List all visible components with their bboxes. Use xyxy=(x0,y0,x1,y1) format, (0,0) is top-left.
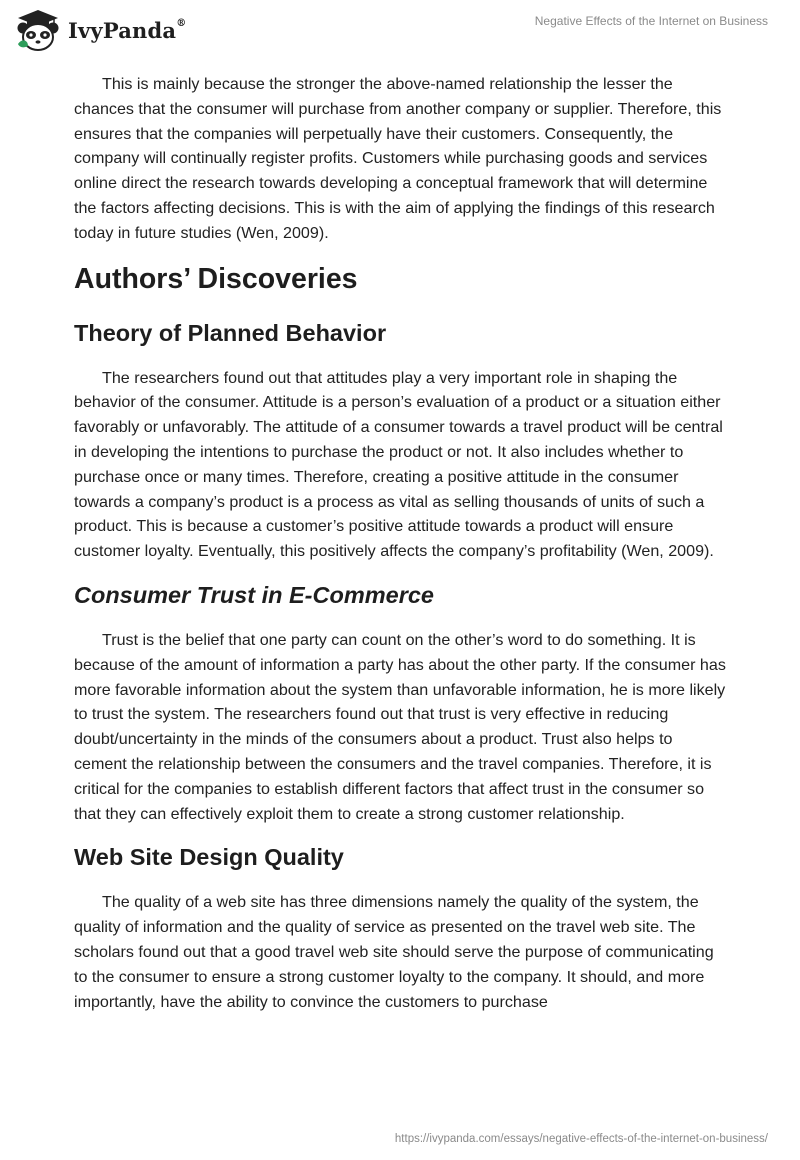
document-title: Negative Effects of the Internet on Business xyxy=(534,14,768,28)
brand-logo[interactable] xyxy=(14,8,186,52)
article-body xyxy=(74,72,728,1030)
panda-graduate-icon xyxy=(14,8,62,52)
intro-paragraph: This is mainly because the stronger the above-named relationship the lesser the chances that the consumer will purchase from another company or supplier. Therefore, this ensures that the companies will perpetually have their customers. Consequently, the company will continually register profits. Customers while purchasing goods and services online direct the research towards developing a conceptual framework that will determine the factors affecting decisions. This is with the aim of applying the findings of this research today in future studies (Wen, 2009). xyxy=(74,75,722,242)
subsection-heading: Web Site Design Quality xyxy=(74,844,344,871)
subsection-paragraph: The quality of a web site has three dimensions namely the quality of the system, the quality of information and the quality of service as presented on the travel web site. The scholars found out that a good travel web site should serve the purpose of communicating to the consumer to ensure a strong customer loyalty to the company. It should, and more importantly, have the ability to convince the customers to purchase xyxy=(74,893,714,1011)
brand-name: IvyPanda® xyxy=(68,17,187,43)
subsection-paragraph: The researchers found out that attitudes play a very important role in shaping the behavior of the consumer. Attitude is a person’s evaluation of a product or a situation either favorably or unfavorably. The attitude of a consumer towards a travel product will be central in developing the intentions to purchase the product or not. It also includes whether to purchase once or many times. Therefore, creating a positive attitude in the consumer towards a company’s product is a process as vital as selling thousands of units of such a product. This is because a customer’s positive attitude towards a product will ensure customer loyalty. Eventually, this positively affects the company’s profitability (Wen, 2009). xyxy=(74,368,723,561)
subsection-heading: Consumer Trust in E-Commerce xyxy=(74,581,434,608)
section-heading: Authors’ Discoveries xyxy=(74,262,358,295)
subsection-heading: Theory of Planned Behavior xyxy=(74,319,387,346)
subsection-paragraph: Trust is the belief that one party can count on the other’s word to do something. It is because of the amount of information a party has about the other party. If the consumer has more favorable information about the system than unfavorable information, he is more likely to trust the system. The researchers found out that trust is very effective in reducing doubt/uncertainty in the minds of the consumers about a product. Trust also helps to cement the relationship between the consumers and the travel companies. Therefore, it is critical for the companies to establish different factors that affect trust in the consumer so that they can effectively exploit them to create a strong customer relationship. xyxy=(74,630,726,823)
source-url[interactable]: https://ivypanda.com/essays/negative-effects-of-the-internet-on-business/ xyxy=(394,1133,768,1145)
page-header xyxy=(0,0,800,62)
